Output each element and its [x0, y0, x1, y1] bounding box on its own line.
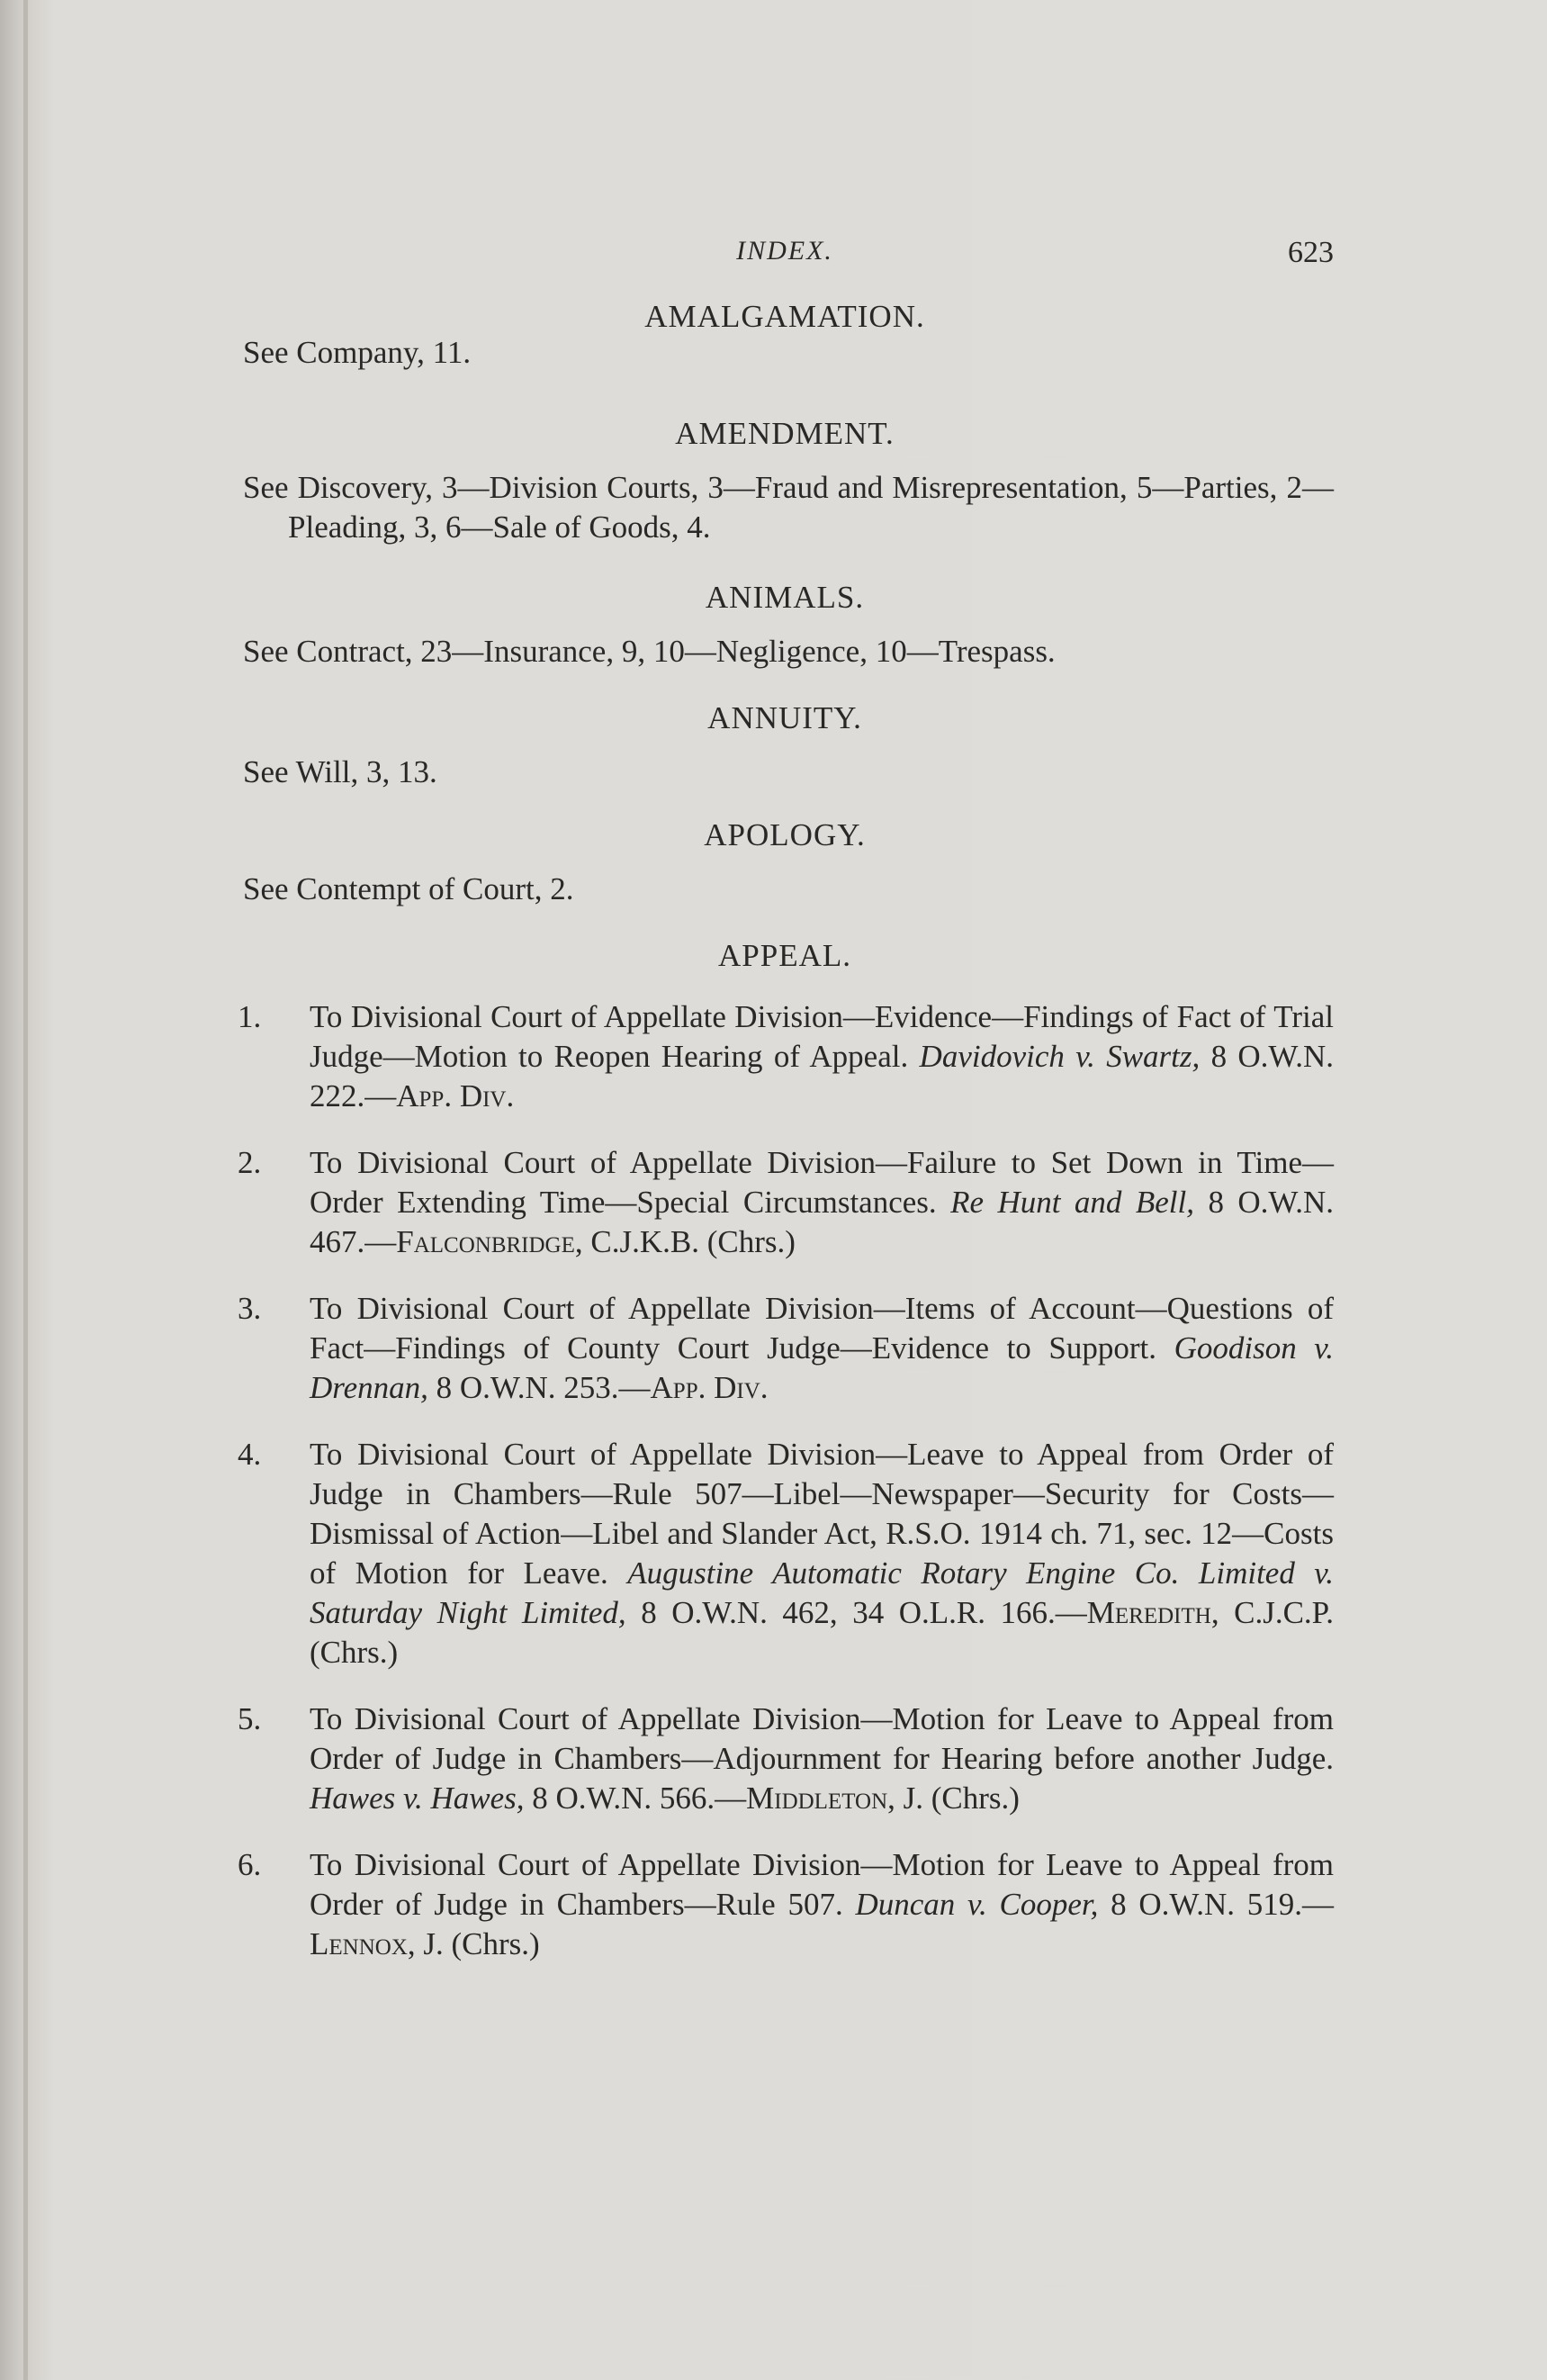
citation: 8 O.W.N. 467.— — [310, 1185, 1335, 1259]
appeal-entry-1 — [236, 997, 1334, 1116]
entry-text: To Divisional Court of Appellate Division—Items of Account—Questions of Fact—Findings of County Court Judge—Evidence to Support. — [310, 1291, 1334, 1366]
citation: 8 O.W.N. 253.— — [436, 1370, 651, 1405]
running-head — [236, 236, 1334, 272]
judge-tail: C.J.C.P. (Chrs.) — [310, 1595, 1335, 1670]
entry-text: To Divisional Court of Appellate Division—Failure to Set Down in Time—Order Extending Time—Special Circumstances. — [310, 1145, 1334, 1220]
section-heading: ANNUITY. — [707, 700, 862, 735]
appeal-entries — [236, 997, 1334, 1991]
section-heading: APPEAL. — [718, 938, 851, 973]
judge-name: App. Div. — [396, 1078, 515, 1113]
judge-name: App. Div. — [650, 1370, 769, 1405]
case-name: Re Hunt and Bell, — [950, 1185, 1194, 1220]
case-name: Goodison v. Drennan, — [310, 1330, 1334, 1405]
entry-number: 1. — [238, 999, 262, 1034]
section-text: See Company, 11. — [243, 335, 472, 370]
section-appeal — [236, 936, 1334, 976]
entry-number: 3. — [238, 1291, 262, 1326]
section-annuity — [236, 699, 1334, 792]
judge-name: Lennox, — [310, 1926, 416, 1961]
entry-text: To Divisional Court of Appellate Division—Evidence—Findings of Fact of Trial Judge—Motion to Reopen Hearing of Appeal. — [310, 999, 1334, 1074]
section-heading: ANIMALS. — [705, 580, 865, 615]
section-text: See Contempt of Court, 2. — [243, 871, 574, 906]
entry-number: 2. — [238, 1145, 262, 1180]
appeal-entry-5 — [236, 1699, 1334, 1818]
running-title: INDEX. — [736, 236, 833, 266]
appeal-entry-3 — [236, 1289, 1334, 1408]
case-name: Davidovich v. Swartz, — [919, 1039, 1201, 1074]
judge-tail: J. (Chrs.) — [423, 1926, 540, 1961]
section-amendment — [236, 414, 1334, 547]
appeal-entry-2 — [236, 1143, 1334, 1262]
entry-text: To Divisional Court of Appellate Division—Motion for Leave to Appeal from Order of Judge in Chambers—Rule 507. — [310, 1847, 1334, 1922]
section-heading: APOLOGY. — [704, 817, 866, 852]
page-number: 623 — [1288, 236, 1334, 269]
judge-name: Middleton, — [746, 1780, 895, 1816]
case-name: Augustine Automatic Rotary Engine Co. Limited v. Saturday Night Limited, — [310, 1555, 1334, 1630]
judge-tail: J. (Chrs.) — [903, 1780, 1020, 1816]
entry-number: 4. — [238, 1437, 262, 1472]
citation: 8 O.W.N. 222.— — [310, 1039, 1335, 1113]
section-amalgamation — [236, 297, 1334, 373]
section-heading: AMENDMENT. — [675, 416, 895, 451]
citation: 8 O.W.N. 566.— — [532, 1780, 747, 1816]
appeal-entry-4 — [236, 1435, 1334, 1672]
entry-number: 6. — [238, 1847, 262, 1882]
section-text: See Will, 3, 13. — [243, 754, 437, 789]
section-animals — [236, 578, 1334, 672]
appeal-entry-6 — [236, 1845, 1334, 1964]
section-text: See Discovery, 3—Division Courts, 3—Fraud and Misrepresentation, 5—Parties, 2—Pleading, 3, 6—Sale of Goods, 4. — [243, 470, 1334, 545]
judge-tail: C.J.K.B. (Chrs.) — [590, 1224, 796, 1259]
citation: 8 O.W.N. 519.— — [1111, 1887, 1335, 1922]
section-apology — [236, 816, 1334, 909]
entry-number: 5. — [238, 1701, 262, 1736]
case-name: Hawes v. Hawes, — [310, 1780, 525, 1816]
section-heading: AMALGAMATION. — [644, 299, 925, 334]
entry-text: To Divisional Court of Appellate Division—Leave to Appeal from Order of Judge in Chambers—Rule 507—Libel—Newspaper—Security for Costs—Dismissal of Action—Libel and Slander Act, R.S.O. 1914 ch. 71, sec. 12—Costs of Motion for Leave. — [310, 1437, 1334, 1591]
section-text: See Contract, 23—Insurance, 9, 10—Negligence, 10—Trespass. — [243, 634, 1056, 669]
book-spine — [23, 0, 28, 2380]
citation: 8 O.W.N. 462, 34 O.L.R. 166.— — [641, 1595, 1087, 1630]
entry-text: To Divisional Court of Appellate Division—Motion for Leave to Appeal from Order of Judge in Chambers—Adjournment for Hearing before another Judge. — [310, 1701, 1334, 1776]
judge-name: Meredith, — [1086, 1595, 1219, 1630]
case-name: Duncan v. Cooper, — [855, 1887, 1099, 1922]
judge-name: Falconbridge, — [396, 1224, 583, 1259]
